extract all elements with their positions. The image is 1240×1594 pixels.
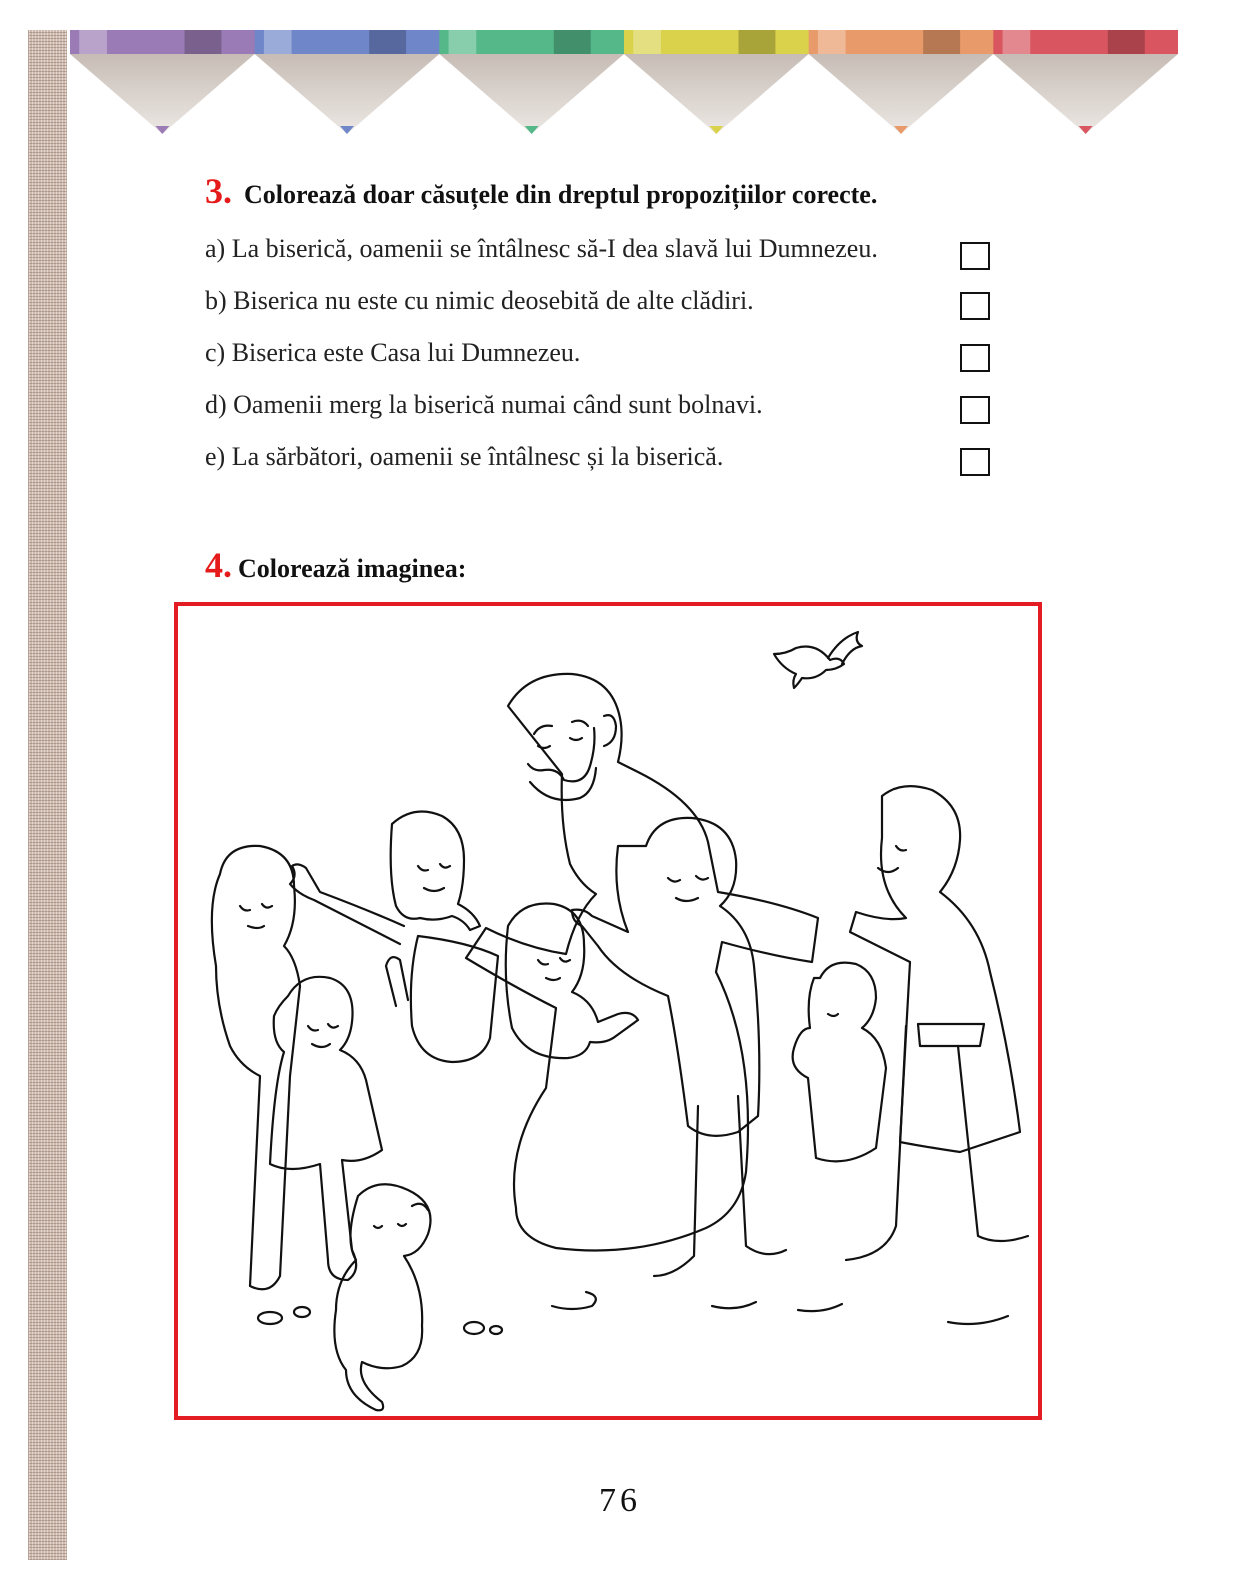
pencil-shade (738, 30, 775, 54)
colored-pencils-border (70, 30, 1178, 140)
pencil-cone (439, 54, 624, 134)
pencil-cone (624, 54, 809, 134)
statement-a: a) La biserică, oamenii se întâlnesc să-I dea slavă lui Dumnezeu. (205, 234, 878, 263)
feet-drawing (552, 1292, 1008, 1324)
coloring-illustration[interactable] (178, 606, 1038, 1416)
pencil-highlight (264, 30, 292, 54)
pencil-shade (369, 30, 406, 54)
pencil-cone (993, 54, 1178, 134)
pencil-highlight (449, 30, 477, 54)
pencil-shade (923, 30, 960, 54)
pencil-tip (1079, 126, 1093, 134)
exercise-4-heading (205, 544, 466, 586)
exercise-3-heading (205, 170, 877, 212)
dove-drawing (774, 632, 862, 688)
exercise-4-number: 4. (205, 545, 232, 585)
child-tall-boy-drawing (846, 786, 1028, 1260)
central-figure-drawing (466, 674, 818, 1251)
exercise-4-title: Colorează imaginea: (238, 554, 467, 583)
page-number: 76 (599, 1482, 641, 1519)
child-curly-boy-drawing (572, 818, 786, 1276)
pencil-tip (709, 126, 723, 134)
checkbox-d[interactable] (960, 396, 990, 424)
pencil-highlight (818, 30, 846, 54)
pencil-cone (255, 54, 440, 134)
child-small-right-drawing (793, 963, 886, 1162)
pencil-tip (155, 126, 169, 134)
pencil-highlight (79, 30, 107, 54)
pencil-shade (554, 30, 591, 54)
pencil-shade (1108, 30, 1145, 54)
statement-c: c) Biserica este Casa lui Dumnezeu. (205, 338, 581, 367)
pencil-highlight (1003, 30, 1031, 54)
checkbox-c[interactable] (960, 344, 990, 372)
child-girl-left-drawing (290, 812, 498, 1063)
pencil-shade (184, 30, 221, 54)
pencil-tip (894, 126, 908, 134)
statement-b: b) Biserica nu este cu nimic deosebită de alte clădiri. (205, 286, 754, 315)
pebbles-drawing (258, 1307, 502, 1334)
checkbox-b[interactable] (960, 292, 990, 320)
pencil-cone (809, 54, 994, 134)
child-tall-girl-drawing (212, 846, 300, 1289)
statement-d: d) Oamenii merg la biserică numai când sunt bolnavi. (205, 390, 763, 419)
decorative-side-strip (28, 30, 67, 1560)
exercise-3-title: Colorează doar căsuțele din dreptul propozițiilor corecte. (244, 180, 878, 209)
pencil-highlight (633, 30, 661, 54)
child-small-boy-drawing (270, 957, 408, 1280)
coloring-picture-frame (174, 602, 1042, 1420)
checkbox-e[interactable] (960, 448, 990, 476)
pencil-cone (70, 54, 255, 134)
pencil-tip (525, 126, 539, 134)
exercise-3-number: 3. (205, 171, 232, 211)
statement-e: e) La sărbători, oamenii se întâlnesc și la biserică. (205, 442, 724, 471)
pencil-tip (340, 126, 354, 134)
checkbox-a[interactable] (960, 242, 990, 270)
